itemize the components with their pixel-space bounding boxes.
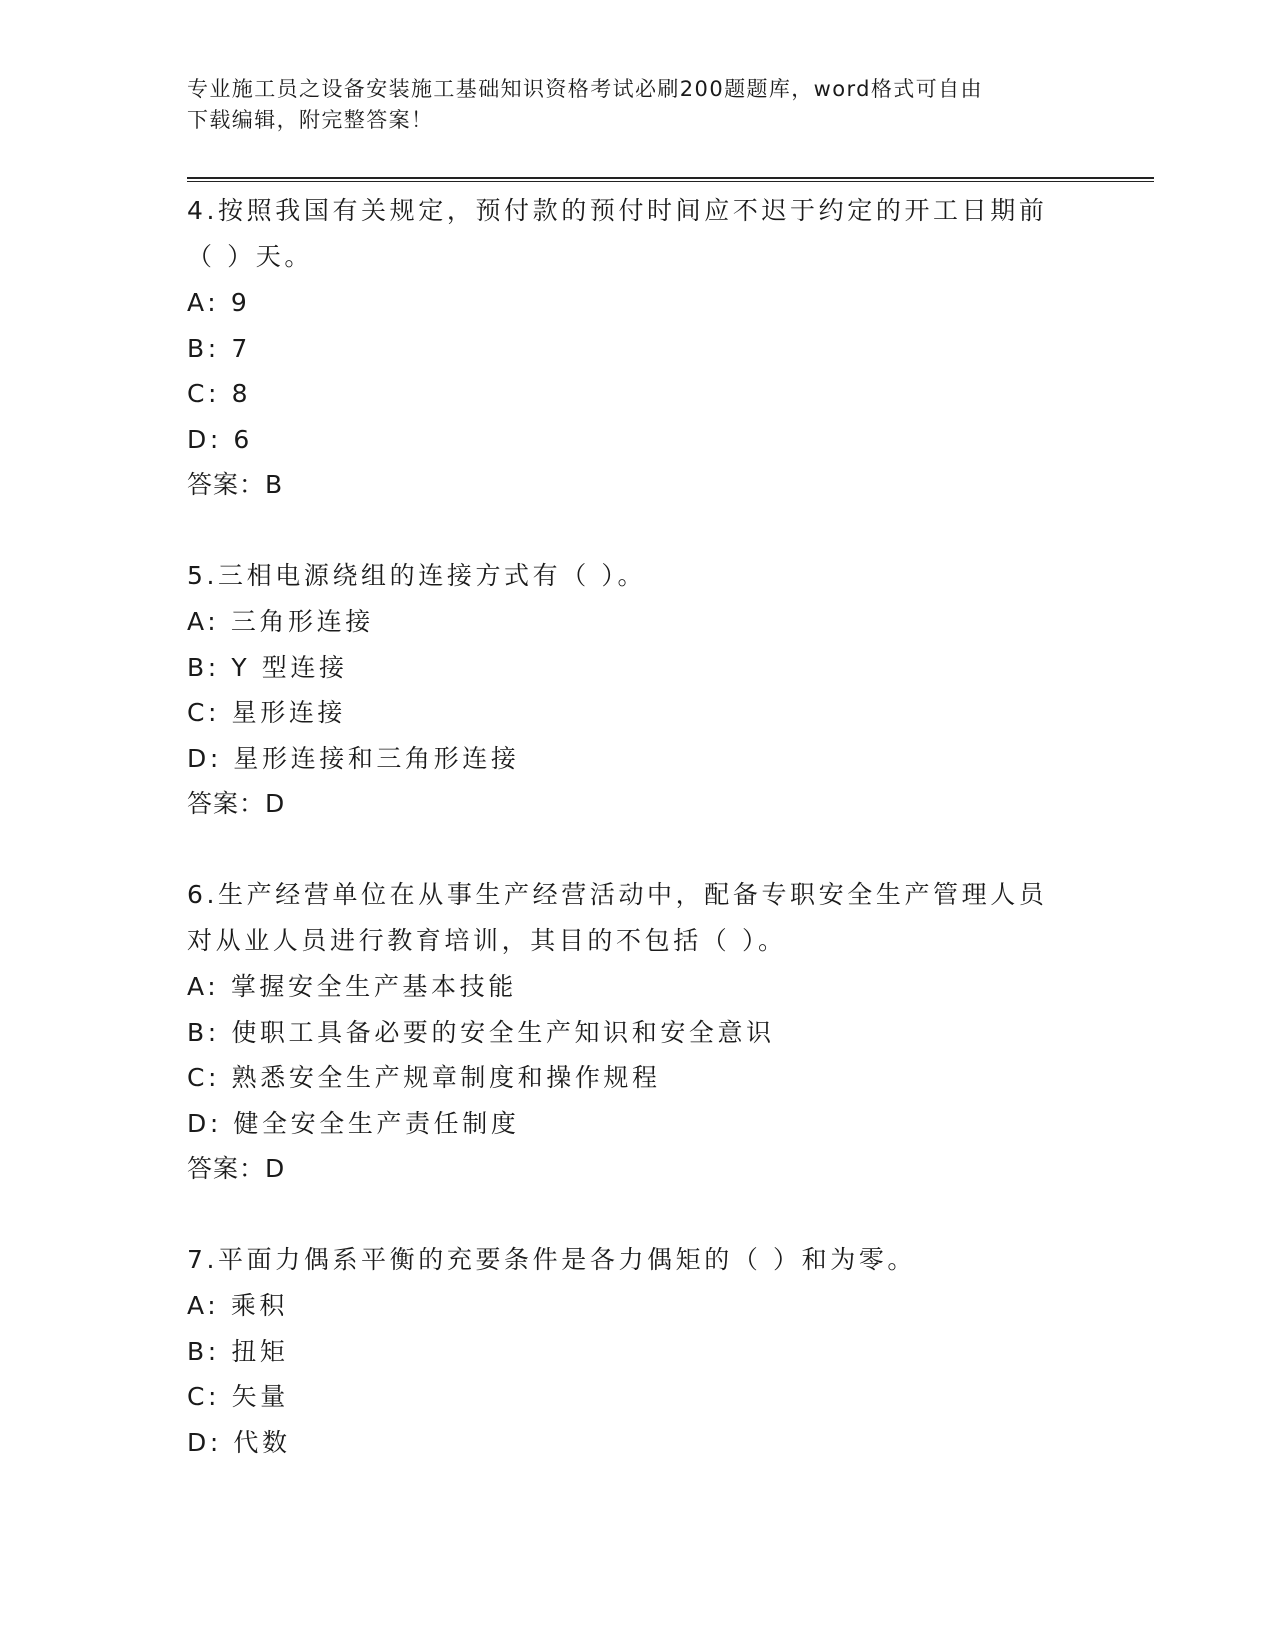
stem-line-2: （ ）天。 xyxy=(187,242,313,271)
option-a: A: 三角形连接 xyxy=(187,607,374,636)
option-b: B: 7 xyxy=(187,333,251,363)
option-c: C: 矢量 xyxy=(187,1382,289,1411)
option-d: D: 6 xyxy=(187,424,253,454)
question-list xyxy=(187,188,1087,1511)
stem-line-1: 4.按照我国有关规定，预付款的预付时间应不迟于约定的开工日期前 xyxy=(187,196,1048,225)
option-a: A: 9 xyxy=(187,288,251,317)
question-stem: 7.平面力偶系平衡的充要条件是各力偶矩的（ ）和为零。 xyxy=(187,1245,917,1274)
option-a: A: 乘积 xyxy=(187,1291,289,1320)
stem-line-1: 6.生产经营单位在从事生产经营活动中，配备专职安全生产管理人员 xyxy=(187,880,1048,909)
option-a: A: 掌握安全生产基本技能 xyxy=(187,972,517,1001)
header-line-1: 专业施工员之设备安装施工基础知识资格考试必刷200题题库，word格式可自由 xyxy=(187,77,983,101)
question-5 xyxy=(187,553,1087,826)
header-divider-thin xyxy=(187,181,1154,182)
option-d: D: 星形连接和三角形连接 xyxy=(187,743,520,773)
option-b: B: 使职工具备必要的安全生产知识和安全意识 xyxy=(187,1017,775,1047)
answer-line: 答案：D xyxy=(187,789,286,818)
option-c: C: 熟悉安全生产规章制度和操作规程 xyxy=(187,1063,661,1092)
option-d: D: 健全安全生产责任制度 xyxy=(187,1108,520,1138)
option-b: B: Y 型连接 xyxy=(187,652,348,682)
option-c: C: 星形连接 xyxy=(187,698,347,727)
question-4 xyxy=(187,188,1087,507)
header-divider-thick xyxy=(187,177,1154,179)
option-b: B: 扭矩 xyxy=(187,1336,289,1366)
question-7 xyxy=(187,1237,1087,1465)
question-stem xyxy=(187,872,1087,964)
question-stem: 5.三相电源绕组的连接方式有（ ）。 xyxy=(187,561,647,590)
option-c: C: 8 xyxy=(187,379,252,408)
document-header xyxy=(187,74,1067,136)
header-line-2: 下载编辑，附完整答案！ xyxy=(187,108,434,132)
answer-line: 答案：B xyxy=(187,470,284,499)
stem-line-2: 对从业人员进行教育培训，其目的不包括（ ）。 xyxy=(187,926,787,955)
answer-line: 答案：D xyxy=(187,1154,286,1183)
option-d: D: 代数 xyxy=(187,1427,291,1457)
question-stem xyxy=(187,188,1087,280)
question-6 xyxy=(187,872,1087,1191)
